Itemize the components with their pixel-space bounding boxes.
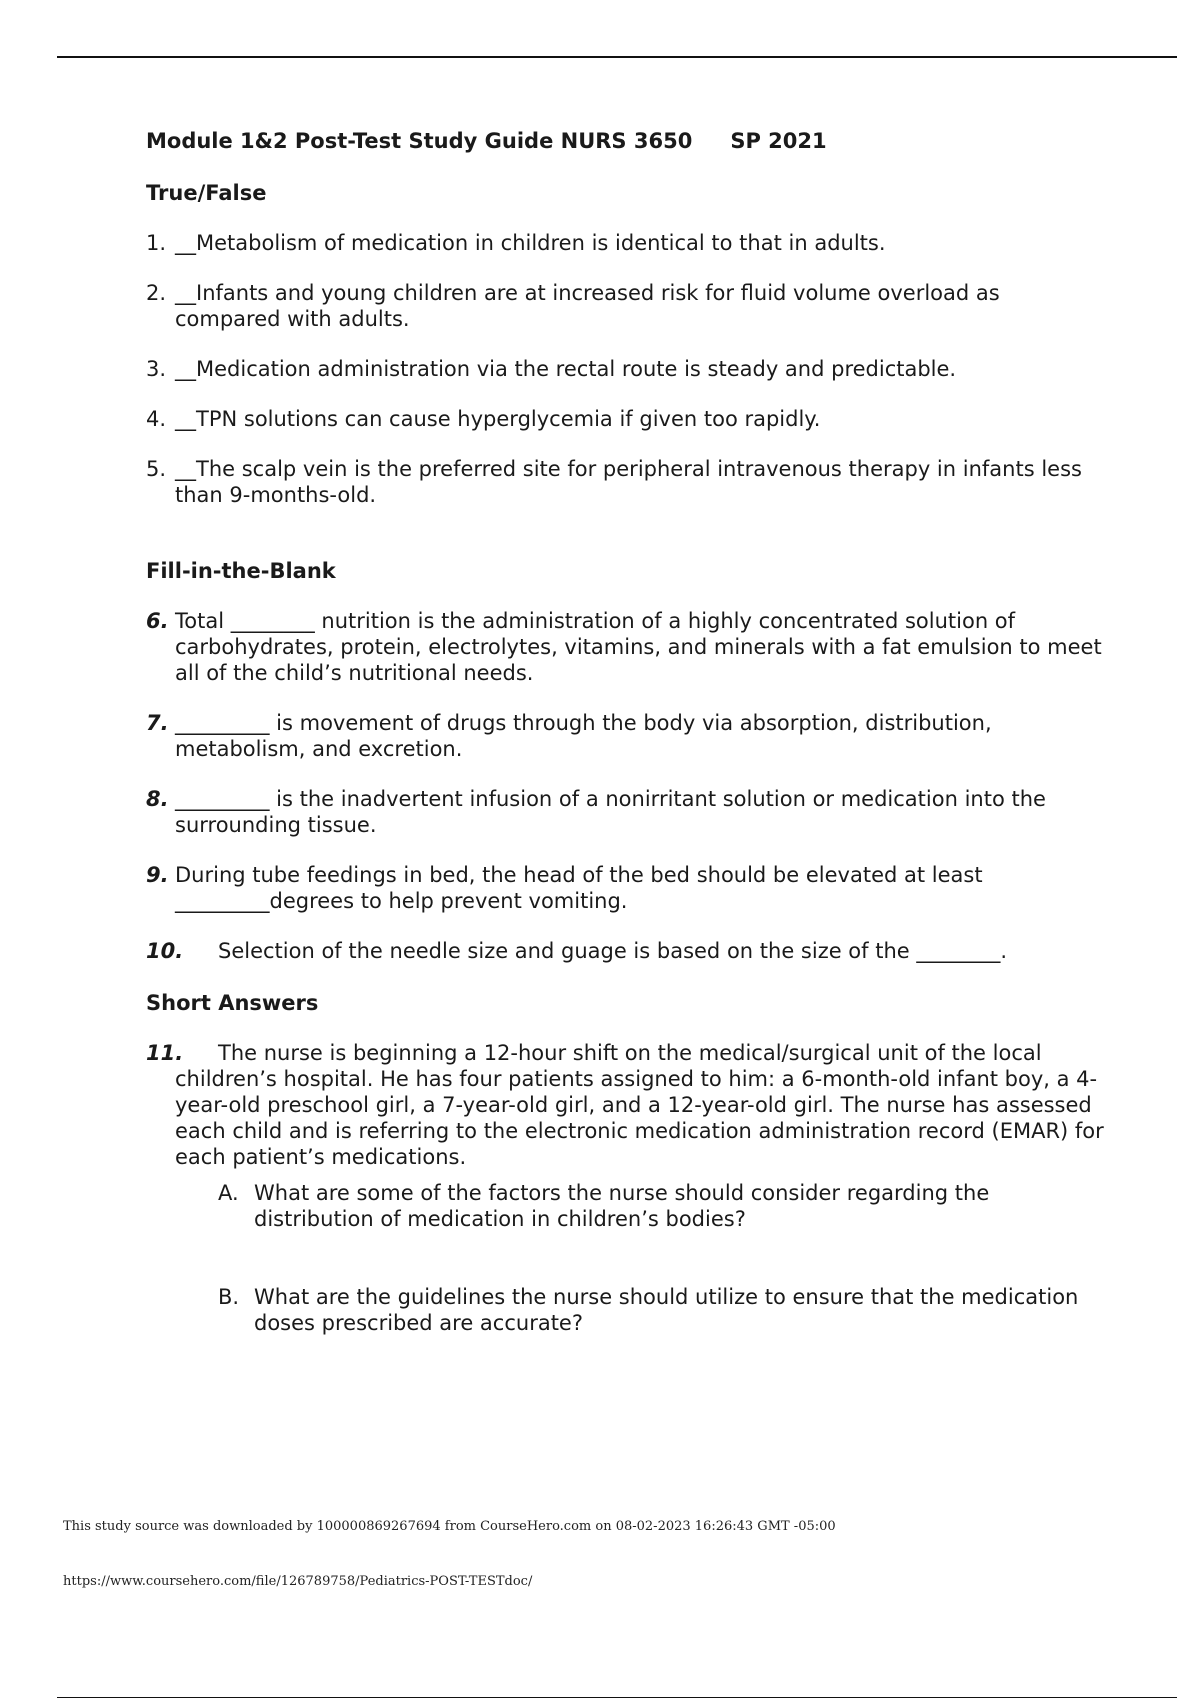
sub-question bbox=[218, 1284, 1106, 1336]
item-number: 2. bbox=[146, 281, 167, 305]
item-number: 9. bbox=[146, 863, 169, 887]
item-text: __Medication administration via the rectal route is steady and predictable. bbox=[175, 357, 957, 381]
sub-question-text: What are the guidelines the nurse should utilize to ensure that the medication doses prescribed are accurate? bbox=[254, 1285, 1079, 1335]
sub-question bbox=[218, 1180, 1106, 1232]
document-body bbox=[146, 128, 1106, 1336]
list-item bbox=[146, 862, 1106, 914]
item-number: 4. bbox=[146, 407, 167, 431]
sub-question-letter: B. bbox=[218, 1285, 240, 1309]
list-item bbox=[146, 356, 1106, 382]
list-item bbox=[146, 710, 1106, 762]
bottom-rule bbox=[57, 1697, 1177, 1698]
list-item bbox=[146, 456, 1106, 508]
fill-in-heading: Fill-in-the-Blank bbox=[146, 559, 336, 583]
list-item bbox=[146, 230, 1106, 256]
top-rule bbox=[57, 56, 1177, 58]
term-text: SP 2021 bbox=[730, 129, 827, 153]
item-text: Total ________ nutrition is the administration of a highly concentrated solution of carbohydrates, protein, electrolytes, vitamins, and minerals with a fat emulsion to meet all of the child’s nutritional needs. bbox=[175, 609, 1102, 685]
item-number: 1. bbox=[146, 231, 167, 255]
short-answers-heading: Short Answers bbox=[146, 991, 319, 1015]
item-number: 3. bbox=[146, 357, 167, 381]
item-text: Selection of the needle size and guage is based on the size of the ________. bbox=[218, 939, 1008, 963]
item-number: 10. bbox=[146, 939, 184, 963]
list-item bbox=[146, 608, 1106, 686]
list-item bbox=[146, 406, 1106, 432]
short-answers-list bbox=[146, 1040, 1106, 1336]
list-item bbox=[146, 1040, 1106, 1170]
item-text: _________ is the inadvertent infusion of a nonirritant solution or medication into the surrounding tissue. bbox=[175, 787, 1046, 837]
item-text: __Metabolism of medication in children is identical to that in adults. bbox=[175, 231, 886, 255]
item-number: 5. bbox=[146, 457, 167, 481]
item-text: __The scalp vein is the preferred site for peripheral intravenous therapy in infants less than 9-months-old. bbox=[175, 457, 1082, 507]
item-text: _________ is movement of drugs through the body via absorption, distribution, metabolism, and excretion. bbox=[175, 711, 992, 761]
item-number: 7. bbox=[146, 711, 169, 735]
list-item bbox=[146, 938, 1106, 964]
sub-question-text: What are some of the factors the nurse should consider regarding the distribution of medication in children’s bodies? bbox=[254, 1181, 990, 1231]
item-number: 8. bbox=[146, 787, 169, 811]
sub-question-letter: A. bbox=[218, 1181, 239, 1205]
item-number: 11. bbox=[146, 1041, 184, 1065]
item-text: __Infants and young children are at increased risk for fluid volume overload as compared with adults. bbox=[175, 281, 1000, 331]
title-text: Module 1&2 Post-Test Study Guide NURS 3650 bbox=[146, 129, 693, 153]
list-item bbox=[146, 786, 1106, 838]
list-item bbox=[146, 280, 1106, 332]
item-text: During tube feedings in bed, the head of the bed should be elevated at least _________degrees to help prevent vomiting. bbox=[175, 863, 983, 913]
fill-in-list bbox=[146, 608, 1106, 964]
source-note: This study source was downloaded by 100000869267694 from CourseHero.com on 08-02-2023 16:26:43 GMT -05:00 bbox=[63, 1519, 836, 1534]
item-number: 6. bbox=[146, 609, 169, 633]
true-false-list bbox=[146, 230, 1106, 508]
true-false-heading: True/False bbox=[146, 181, 267, 205]
source-url: https://www.coursehero.com/file/126789758/Pediatrics-POST-TESTdoc/ bbox=[63, 1574, 533, 1589]
item-text: __TPN solutions can cause hyperglycemia if given too rapidly. bbox=[175, 407, 821, 431]
page-title bbox=[146, 128, 1106, 154]
item-text: The nurse is beginning a 12-hour shift on the medical/surgical unit of the local children’s hospital. He has four patients assigned to him: a 6-month-old infant boy, a 4-year-old preschool girl, a 7-year-old girl, and a 12-year-old girl. The nurse has assessed each child and is referring to the electronic medication administration record (EMAR) for each patient’s medications. bbox=[175, 1041, 1104, 1169]
